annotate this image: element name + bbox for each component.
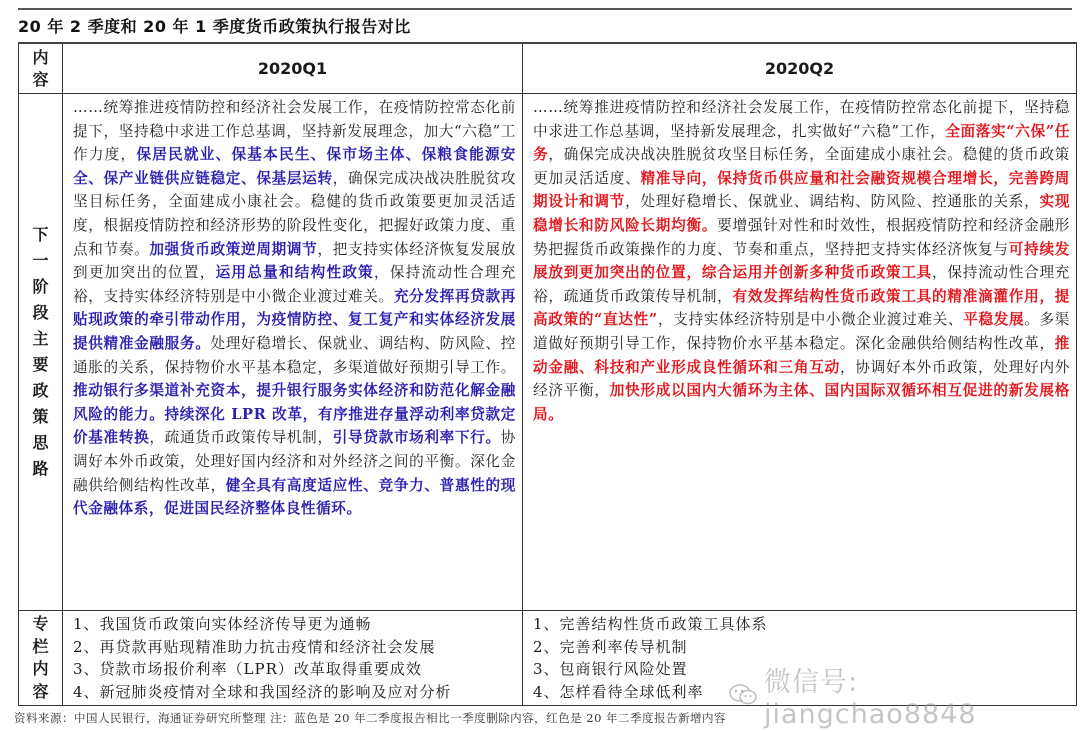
list-item: 3、包商银行风险处置 — [533, 660, 688, 678]
list-item: 3、贷款市场报价利率（LPR）改革取得重要成效 — [73, 660, 422, 678]
row-label-policy — [19, 94, 63, 611]
watermark-text: 微信号: jiangchao8848 — [764, 667, 977, 730]
list-item: 2、再贷款再贴现精准助力抗击疫情和经济社会发展 — [73, 637, 436, 656]
label-char: 段 — [32, 303, 49, 322]
label-char: 政 — [32, 381, 49, 400]
text-segment: ，确保完成决战决胜脱贫攻坚目标任务，全面建成小康社会。稳健的货币政策更加灵活适度、 — [533, 146, 1070, 187]
text-segment: ，确保完成决战决胜脱贫攻坚目标任务，全面建成小康社会。稳健的货币政策要更加灵活适度，根据疫情防控和经济形势的阶段性变化，把握好政策力度、重点和节奏。 — [73, 169, 517, 258]
label-char: 容 — [32, 681, 49, 701]
header-2020q1: 2020Q1 — [63, 43, 523, 94]
text-segment: ，处理好稳增长、保就业、调结构、防风险、控通胀的关系， — [625, 193, 1040, 211]
header-2020q2: 2020Q2 — [523, 43, 1077, 94]
table-row-policy — [19, 94, 1077, 611]
deleted-text-segment: 推动银行多渠道补充资本，提升银行服务实体经济和防范化解金融风险的能力。持续深化 LPR 改革，有序推进存量浮动利率贷款定价基准转换 — [73, 382, 516, 447]
list-item: 1、完善结构性货币政策工具体系 — [533, 615, 768, 633]
added-text-segment: 精准导向，保持货币供应量和社会融资规模合理增长，完善跨周期设计和调节 — [533, 169, 1070, 211]
watermark — [728, 660, 1080, 730]
table-header-row — [19, 43, 1077, 94]
deleted-text-segment: 健全具有高度适应性、竞争力、普惠性的现代金融体系，促进国民经济整体良性循环。 — [73, 476, 516, 518]
list-item: 1、我国货币政策向实体经济传导更为通畅 — [73, 615, 372, 633]
text-segment: ，保持流动性合理充裕，支持实体经济特别是中小微企业渡过难关。 — [73, 264, 516, 305]
text-segment: ，保持流动性合理充裕，疏通货币政策传导机制， — [533, 264, 1071, 305]
text-segment: ……统筹推进疫情防控和经济社会发展工作，在疫情防控常态化前提下，坚持稳中求进工作总基调，坚持新发展理念，加大“六稳”工作力度， — [73, 99, 516, 164]
text-segment: ，疏通货币政策传导机制， — [149, 429, 333, 447]
label-char: 策 — [32, 407, 49, 426]
label-char: 主 — [32, 329, 49, 348]
text-segment: ……统筹推进疫情防控和经济社会发展工作，在疫情防控常态化前提下，坚持稳中求进工作总基调，坚持新发展理念，扎实做好“六稳”工作， — [533, 99, 1070, 140]
added-text-segment: 实现稳增长和防风险长期均衡。 — [533, 193, 1071, 234]
added-text-segment: 加快形成以国内大循环为主体、国内国际双循环相互促进的新发展格局。 — [533, 382, 1070, 423]
label-char: 专 — [32, 614, 49, 633]
label-char: 内 — [32, 659, 49, 678]
header-content-label — [19, 43, 63, 94]
deleted-text-segment: 保居民就业、保基本民生、保市场主体、保粮食能源安全、保产业链供应链稳定、保基层运转 — [73, 146, 517, 187]
list-item: 4、怎样看待全球低利率 — [533, 682, 704, 701]
list-item: 2、完善利率传导机制 — [533, 637, 688, 656]
source-note: 资料来源：中国人民银行，海通证券研究所整理 注：蓝色是 20 年二季度报告相比一季度删除内容，红色是 20 年二季度报告新增内容 — [14, 711, 727, 725]
label-char: 思 — [32, 433, 49, 452]
cell-q1-policy-text — [63, 94, 523, 611]
text-segment: 。多渠道做好预期引导工作，保持物价水平基本稳定。深化金融供给侧结构性改革， — [533, 311, 1070, 352]
list-item: 4、新冠肺炎疫情对全球和我国经济的影响及应对分析 — [73, 682, 452, 701]
wechat-icon — [728, 683, 758, 707]
text-segment: 处理好稳增长、保就业、调结构、防风险、控通胀的关系，保持物价水平基本稳定，多渠道做好预期引导工作。 — [73, 334, 516, 376]
cell-q1-special-list — [63, 611, 523, 706]
page-title: 20 年 2 季度和 20 年 1 季度货币政策执行报告对比 — [18, 17, 411, 36]
deleted-text-segment: 加强货币政策逆周期调节 — [149, 240, 318, 258]
added-text-segment: 平稳发展 — [963, 311, 1025, 329]
label-char: 路 — [32, 459, 49, 478]
added-text-segment: 有效发挥结构性货币政策工具的精准滴灌作用，提高政策的“直达性” — [533, 287, 1070, 329]
label-char: 一 — [32, 251, 49, 270]
label-char: 要 — [32, 355, 49, 374]
text-segment: 协调好本外币政策，处理好国内经济和对外经济之间的平衡。深化金融供给侧结构性改革， — [73, 429, 516, 494]
added-text-segment: 可持续发展放到更加突出的位置，综合运用并创新多种货币政策工具 — [533, 240, 1071, 282]
added-text-segment: 全面落实“六保”任务 — [533, 122, 1070, 164]
top-rule — [18, 8, 1072, 10]
header-label-char: 内 — [32, 47, 49, 67]
text-segment: ，把支持实体经济恢复发展放到更加突出的位置， — [73, 240, 516, 282]
deleted-text-segment: 运用总量和结构性政策 — [215, 264, 375, 282]
cell-q2-policy-text — [523, 94, 1077, 611]
text-segment: ，协调好本外币政策，处理好内外经济平衡， — [533, 358, 1070, 400]
header-label-char: 容 — [32, 69, 49, 89]
added-text-segment: 推动金融、科技和产业形成良性循环和三角互动 — [533, 334, 1070, 376]
comparison-table — [18, 42, 1077, 706]
text-segment: 要增强针对性和时效性，根据疫情防控和经济金融形势把握货币政策操作的力度、节奏和重点，坚持把支持实体经济恢复与 — [533, 216, 1070, 258]
text-segment: ，支持实体经济特别是中小微企业渡过难关、 — [657, 311, 964, 329]
deleted-text-segment: 引导贷款市场利率下行。 — [332, 429, 501, 447]
label-char: 阶 — [32, 277, 49, 296]
row-label-special — [19, 611, 63, 706]
label-char: 下 — [32, 225, 49, 244]
deleted-text-segment: 充分发挥再贷款再贴现政策的牵引带动作用，为疫情防控、复工复产和实体经济发展提供精准金融服务。 — [73, 287, 516, 352]
label-char: 栏 — [32, 636, 49, 656]
